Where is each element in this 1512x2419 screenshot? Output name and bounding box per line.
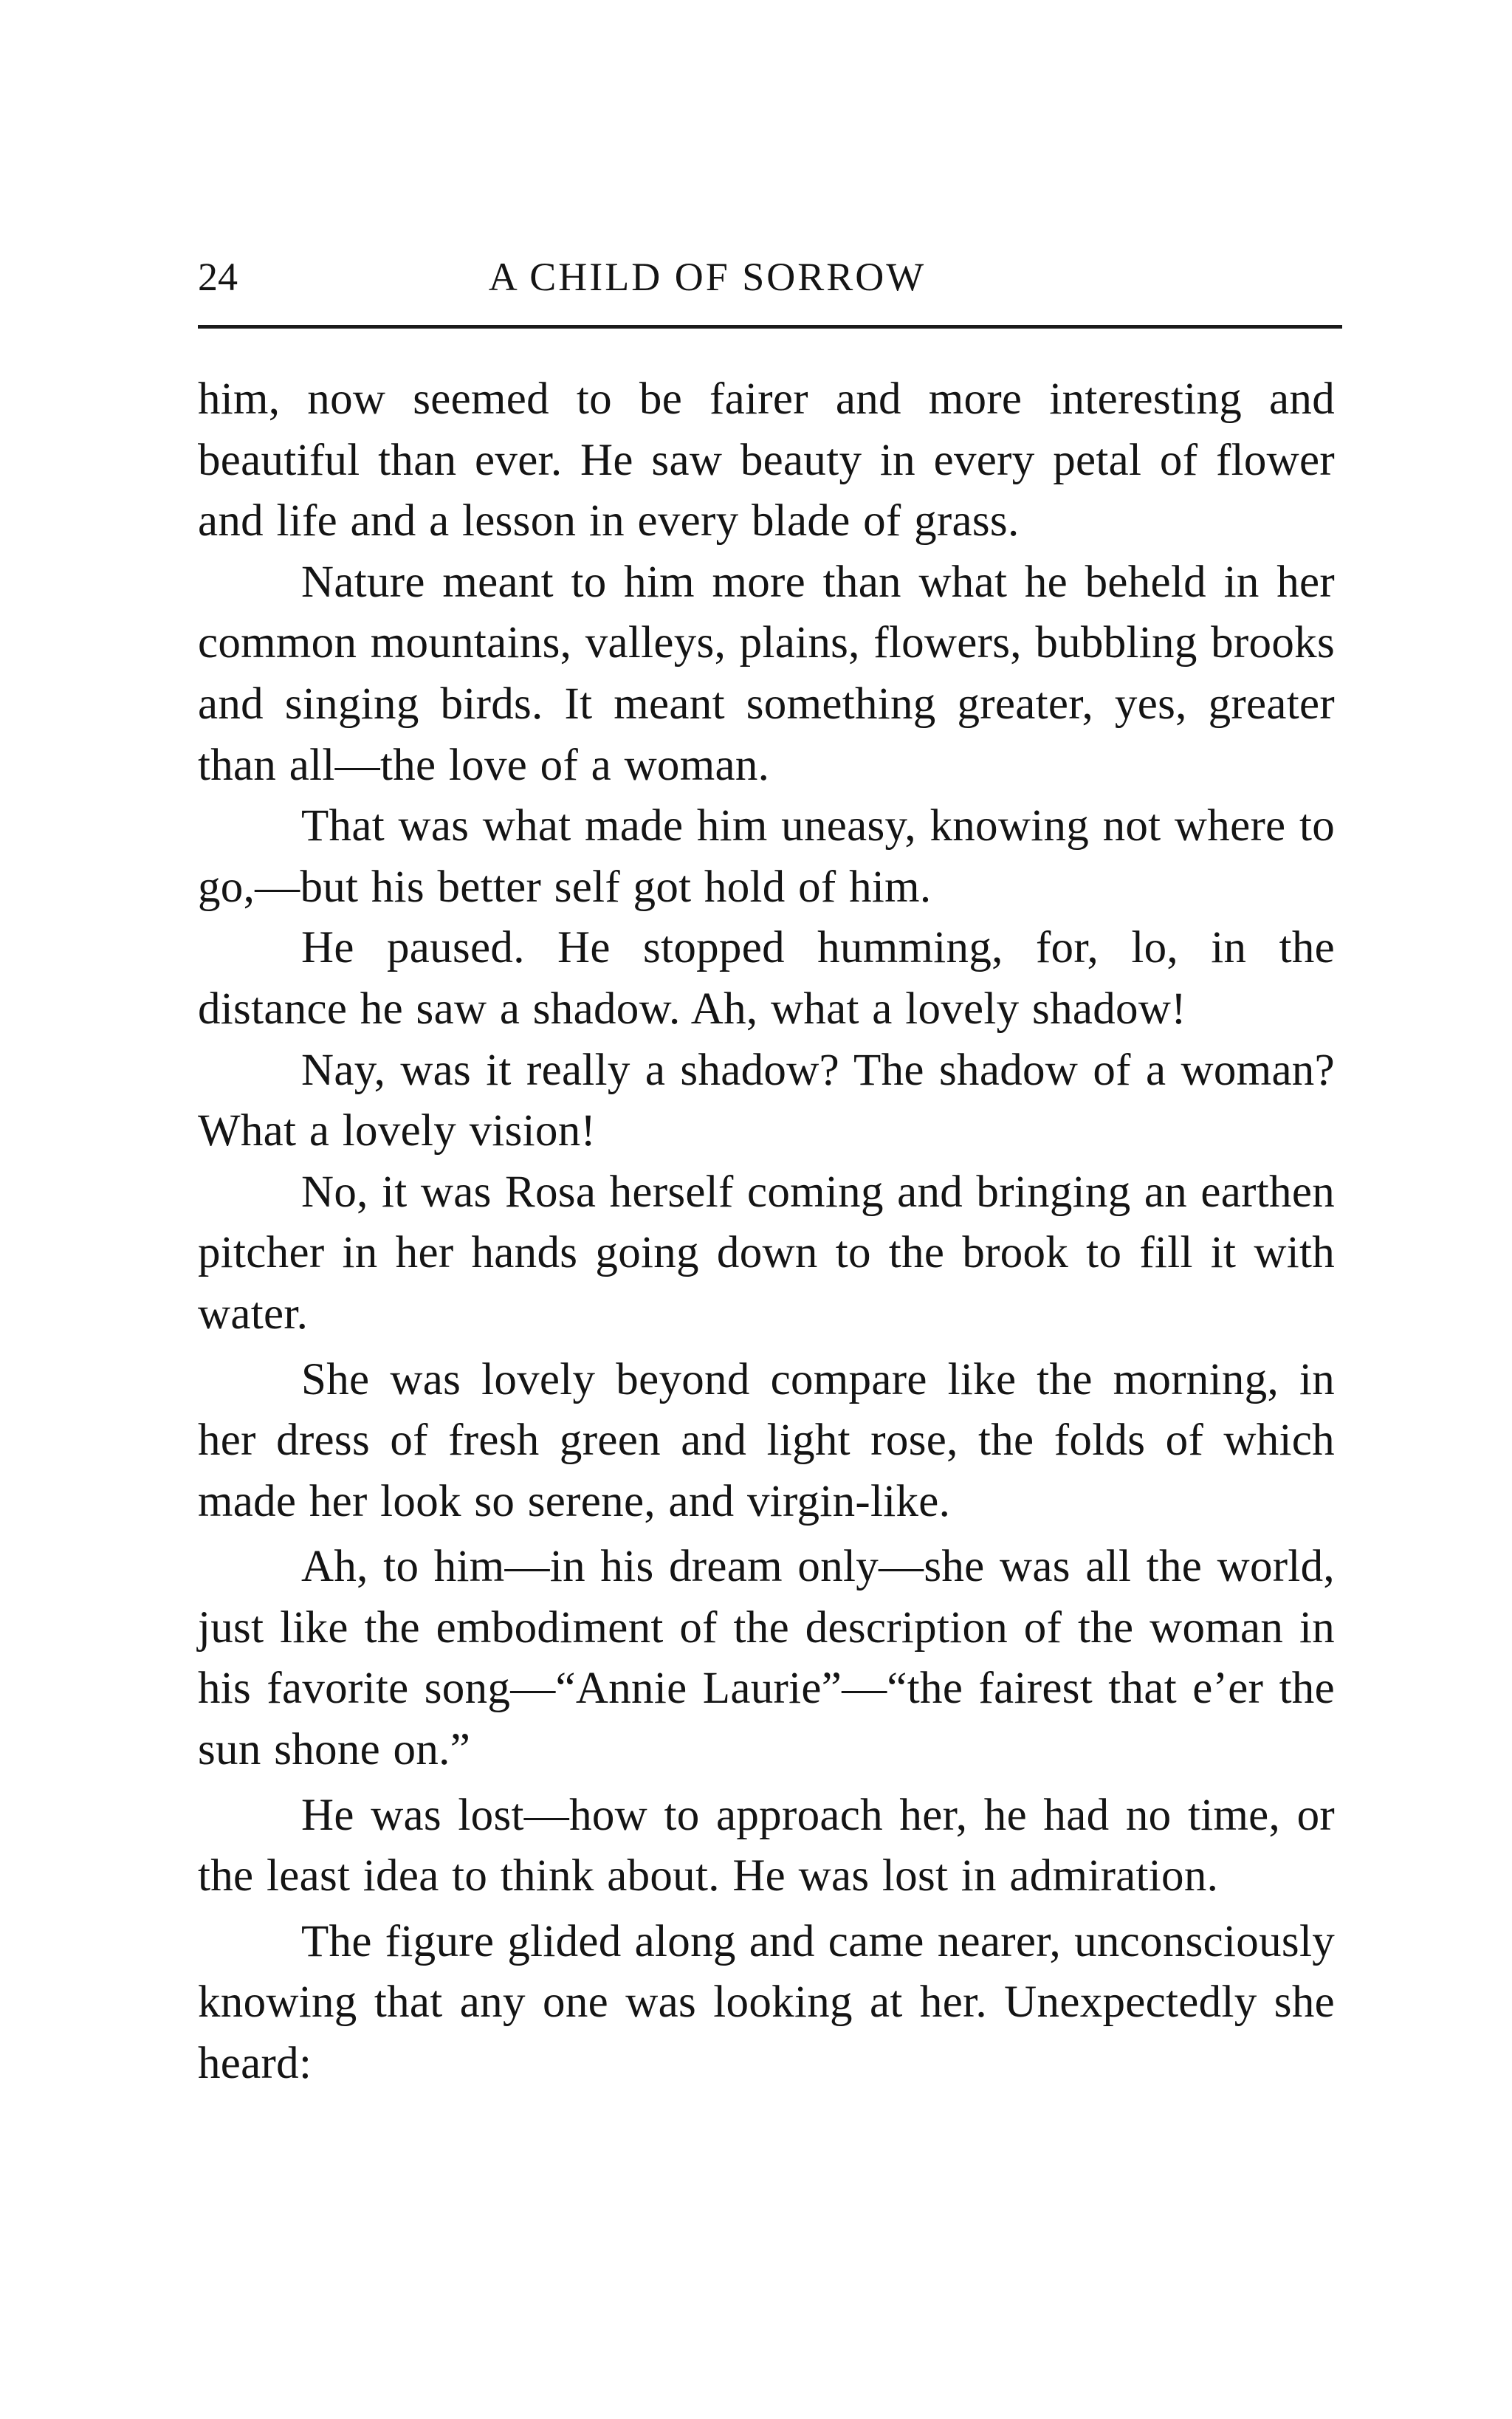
paragraph: She was lovely beyond compare like the morning, in her dress of fresh green and light rose, the folds of which made her look so serene, and virgin-like. bbox=[198, 1354, 1335, 1526]
paragraph: him, now seemed to be fairer and more interesting and beautiful than ever. He saw beauty in every petal of flower and life and a lesson in every blade of grass. bbox=[198, 374, 1335, 546]
body-text bbox=[198, 369, 1335, 2095]
header-rule bbox=[198, 325, 1342, 329]
page-number: 24 bbox=[198, 255, 238, 299]
paragraph: Nay, was it really a shadow? The shadow of a woman? What a lovely vision! bbox=[198, 1045, 1335, 1156]
paragraph: No, it was Rosa herself coming and bringing an earthen pitcher in her hands going down to the brook to fill it with water. bbox=[198, 1167, 1335, 1339]
book-title: A CHILD OF SORROW bbox=[488, 255, 927, 299]
paragraph: Ah, to him—in his dream only—she was all the world, just like the embodiment of the description of the woman in his favorite song—“Annie Laurie”—“the fairest that e’er the sun shone on.” bbox=[198, 1542, 1335, 1775]
paragraph: He was lost—how to approach her, he had no time, or the least idea to think about. He was lost in admiration. bbox=[198, 1790, 1335, 1901]
paragraph: The figure glided along and came nearer, unconsciously knowing that any one was looking at her. Unexpectedly she heard: bbox=[198, 1916, 1335, 2089]
running-head bbox=[198, 251, 1335, 303]
book-page bbox=[198, 251, 1335, 2089]
paragraph: That was what made him uneasy, knowing not where to go,—but his better self got hold of him. bbox=[198, 801, 1335, 912]
paragraph: Nature meant to him more than what he beheld in her common mountains, valleys, plains, flowers, bubbling brooks and singing birds. It meant something greater, yes, greater than all—the love of a woman. bbox=[198, 557, 1335, 790]
paragraph: He paused. He stopped humming, for, lo, in the distance he saw a shadow. Ah, what a lovely shadow! bbox=[198, 923, 1335, 1034]
